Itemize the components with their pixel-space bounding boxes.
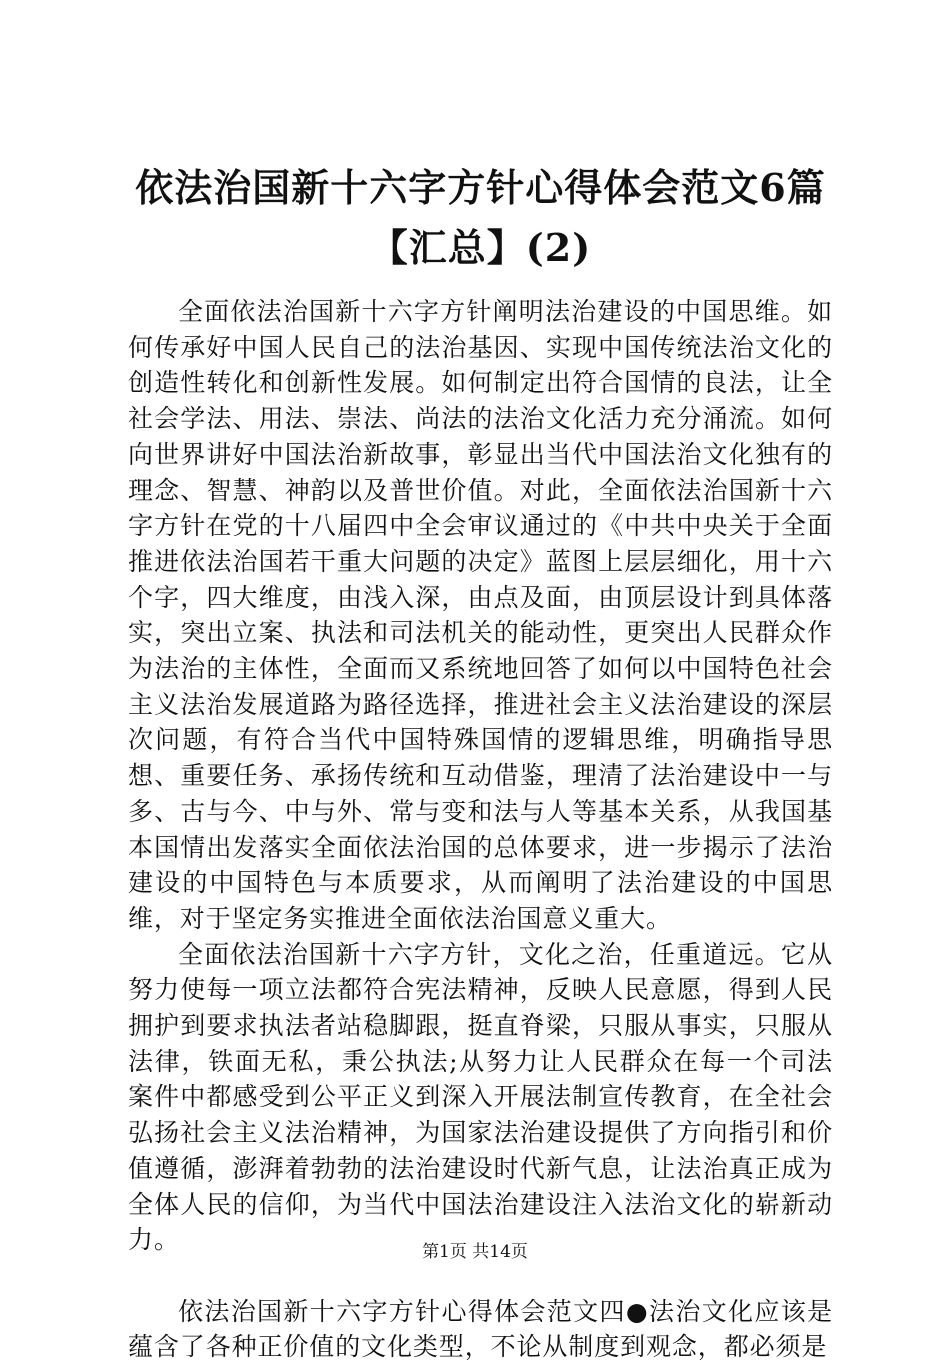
paragraph-3: 依法治国新十六字方针心得体会范文四●法治文化应该是蕴含了各种正价值的文化类型，不论从制度到观念，都必须是 bbox=[128, 1296, 833, 1362]
paragraph-2: 全面依法治国新十六字方针，文化之治，任重道远。它从努力使每一项立法都符合宪法精神，反映人民意愿，得到人民拥护到要求执法者站稳脚跟，挺直脊梁，只服从事实，只服从法律，铁面无私，秉公执法;从努力让人民群众在每一个司法案件中都感受到公平正义到深入开展法制宣传教育，在全社会弘扬社会主义法治精神，为国家法治建设提供了方向指引和价值遵循，澎湃着勃勃的法治建设时代新气息，让法治真正成为全体人民的信仰，为当代中国法治建设注入法治文化的崭新动力。 bbox=[128, 939, 833, 1255]
document-body bbox=[128, 294, 833, 1365]
paragraph-1: 全面依法治国新十六字方针阐明法治建设的中国思维。如何传承好中国人民自己的法治基因、实现中国传统法治文化的创造性转化和创新性发展。如何制定出符合国情的良法，让全社会学法、用法、崇法、尚法的法治文化活力充分涌流。如何向世界讲好中国法治新故事，彰显出当代中国法治文化独有的理念、智慧、神韵以及普世价值。对此，全面依法治国新十六字方针在党的十八届四中全会审议通过的《中共中央关于全面推进依法治国若干重大问题的决定》蓝图上层层细化，用十六个字，四大维度，由浅入深，由点及面，由顶层设计到具体落实，突出立案、执法和司法机关的能动性，更突出人民群众作为法治的主体性，全面而又系统地回答了如何以中国特色社会主义法治发展道路为路径选择，推进社会主义法治建设的深层次问题，有符合当代中国特殊国情的逻辑思维，明确指导思想、重要任务、承扬传统和互动借鉴，理清了法治建设中一与多、古与今、中与外、常与变和法与人等基本关系，从我国基本国情出发落实全面依法治国的总体要求，进一步揭示了法治建设的中国特色与本质要求，从而阐明了法治建设的中国思维，对于坚定务实推进全面依法治国意义重大。 bbox=[128, 297, 833, 933]
page-number-footer: 第1页 共14页 bbox=[422, 1242, 528, 1262]
document-title: 依法治国新十六字方针心得体会范文6篇【汇总】(2) bbox=[135, 165, 826, 270]
